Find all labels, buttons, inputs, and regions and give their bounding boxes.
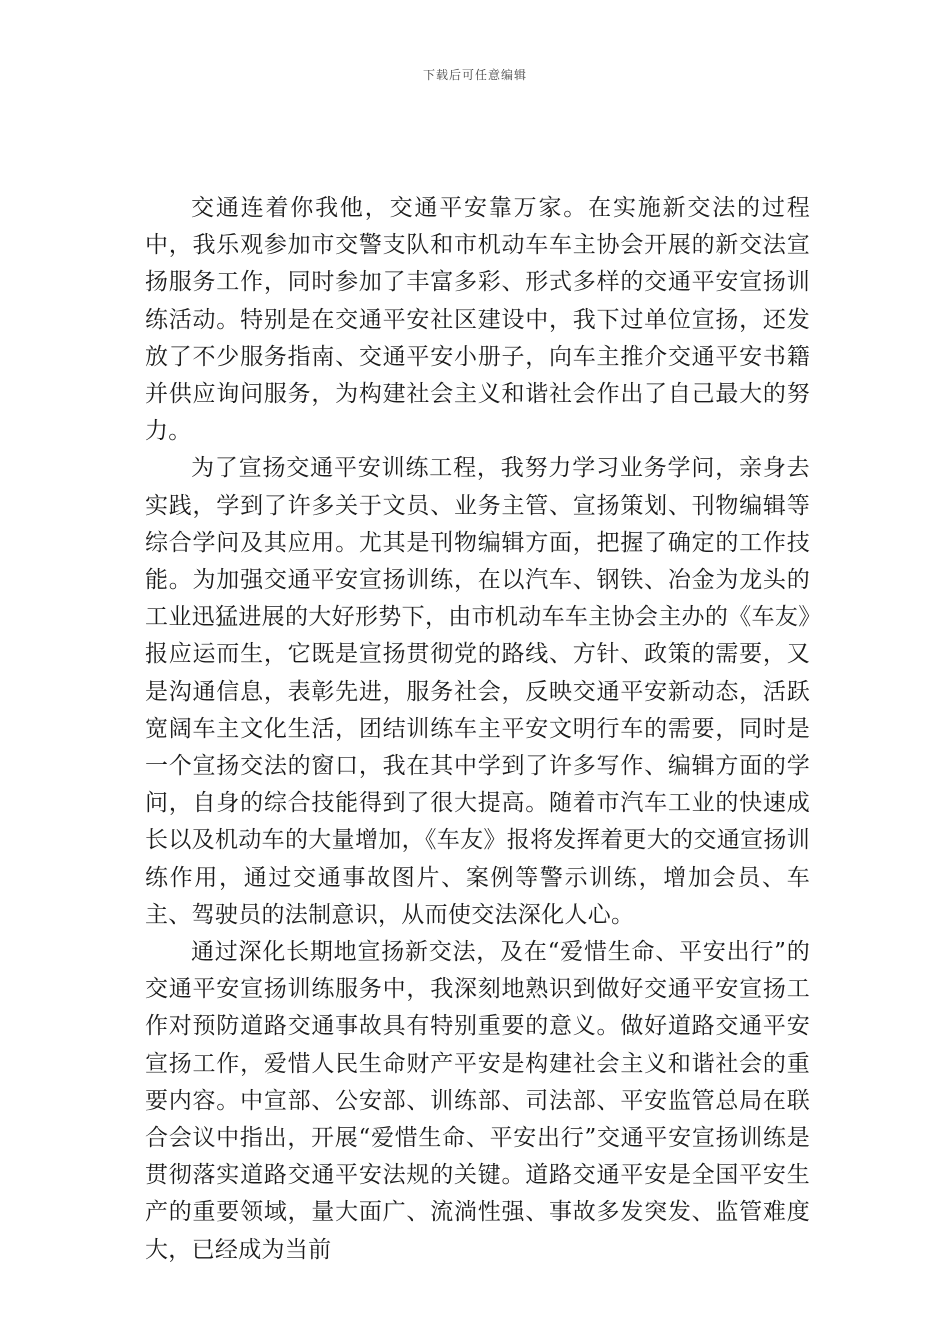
header-note: 下载后可任意编辑 bbox=[422, 68, 527, 82]
paragraph-1: 交通连着你我他，交通平安靠万家。在实施新交法的过程中，我乐观参加市交警支队和市机动车车主协会开展的新交法宣扬服务工作，同时参加了丰富多彩、形式多样的交通平安宣扬训练活动。特别是在交通平安社区建设中，我下过单位宣扬，还发放了不少服务指南、交通平安小册子，向车主推介交通平安书籍并供应询问服务，为构建社会主义和谐社会作出了自己最大的努力。 bbox=[145, 195, 810, 445]
paragraph-3: 通过深化长期地宣扬新交法，及在“爱惜生命、平安出行”的交通平安宣扬训练服务中，我深刻地熟识到做好交通平安宣扬工作对预防道路交通事故具有特别重要的意义。做好道路交通平安宣扬工作，爱惜人民生命财产平安是构建社会主义和谐社会的重要内容。中宣部、公安部、训练部、司法部、平安监管总局在联合会议中指出，开展“爱惜生命、平安出行”交通平安宣扬训练是贯彻落实道路交通平安法规的关键。道路交通平安是全国平安生产的重要领域，量大面广、流淌性强、事故多发突发、监管难度大，已经成为当前 bbox=[145, 939, 810, 1263]
paragraph-2: 为了宣扬交通平安训练工程，我努力学习业务学问，亲身去实践，学到了许多关于文员、业务主管、宣扬策划、刊物编辑等综合学问及其应用。尤其是刊物编辑方面，把握了确定的工作技能。为加强交通平安宣扬训练，在以汽车、钢铁、冶金为龙头的工业迅猛进展的大好形势下，由市机动车车主协会主办的《车友》报应运而生，它既是宣扬贯彻党的路线、方针、政策的需要，又是沟通信息，表彰先进，服务社会，反映交通平安新动态，活跃宽阔车主文化生活，团结训练车主平安文明行车的需要，同时是一个宣扬交法的窗口，我在其中学到了许多写作、编辑方面的学问，自身的综合技能得到了很大提高。随着市汽车工业的快速成长以及机动车的大量增加，《车友》报将发挥着更大的交通宣扬训练作用，通过交通事故图片、案例等警示训练，增加会员、车主、驾驶员的法制意识，从而使交法深化人心。 bbox=[145, 455, 810, 928]
document-body bbox=[145, 190, 810, 1269]
